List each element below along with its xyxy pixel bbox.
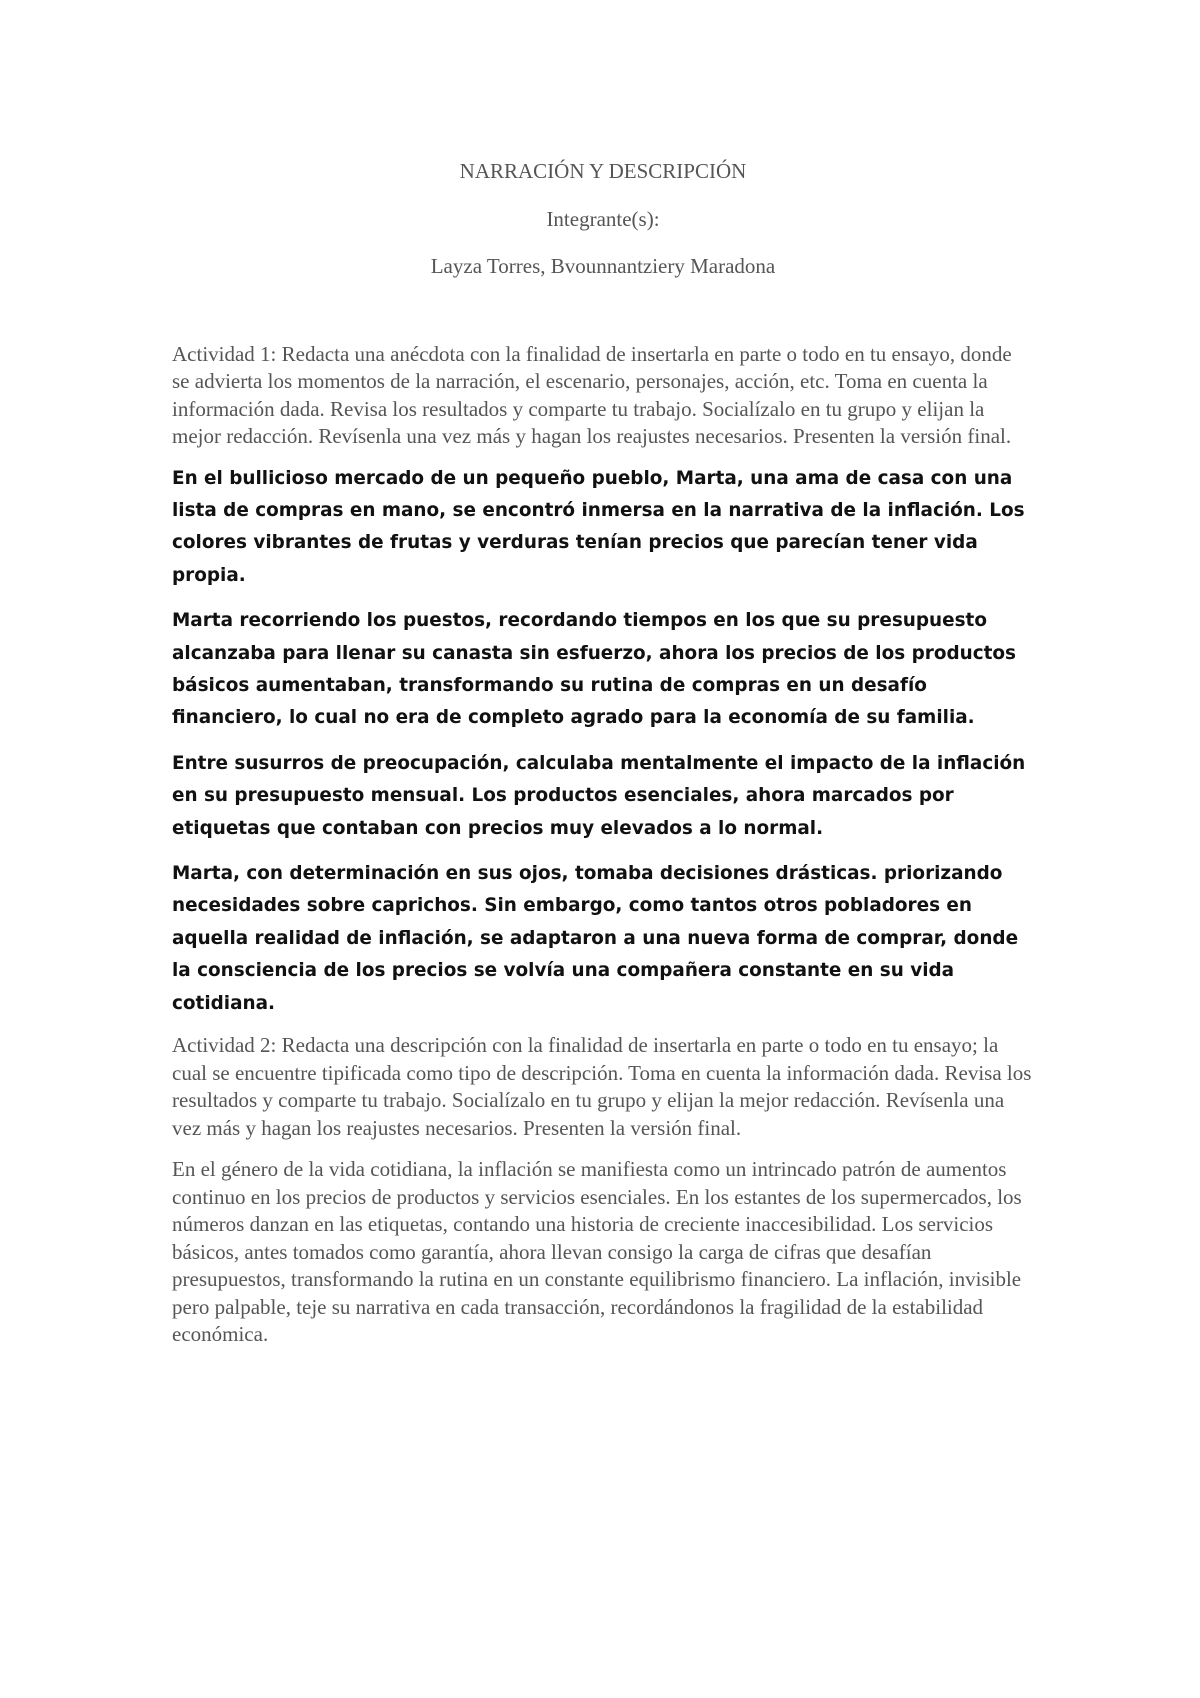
members-label: Integrante(s): bbox=[546, 206, 660, 231]
document-title: NARRACIÓN Y DESCRIPCIÓN bbox=[459, 159, 747, 183]
story-paragraph: En el bullicioso mercado de un pequeño pueblo, Marta, una ama de casa con una lista de compras en mano, se encontró inmersa en la narrativa de la inflación. Los colores vibrantes de frutas y verduras tenían precios que parecían tener vida propia. bbox=[172, 467, 1025, 586]
story-paragraph: Marta recorriendo los puestos, recordando tiempos en los que su presupuesto alcanzaba para llenar su canasta sin esfuerzo, ahora los precios de los productos básicos aumentaban, transformando su rutina de compras en un desafío financiero, lo cual no era de completo agrado para la economía de su familia. bbox=[172, 610, 1016, 729]
activity-1-prompt: Actividad 1: Redacta una anécdota con la finalidad de insertarla en parte o todo en tu ensayo, donde se advierta los momentos de la narración, el escenario, personajes, acción, etc. Toma en cuenta la información dada. Revisa los resultados y comparte tu trabajo. Socialízalo en tu grupo y elijan la mejor redacción. Revísenla una vez más y hagan los reajustes necesarios. Presenten la versión final. bbox=[172, 341, 1012, 448]
document-body bbox=[172, 158, 1034, 1370]
members-names: Layza Torres, Bvounnantziery Maradona bbox=[430, 254, 776, 278]
activity-2-prompt: Actividad 2: Redacta una descripción con la finalidad de insertarla en parte o todo en tu ensayo; la cual se encuentre tipificada como tipo de descripción. Toma en cuenta la información dada. Revisa los resultados y comparte tu trabajo. Socialízalo en tu grupo y elijan la mejor redacción. Revísenla una vez más y hagan los reajustes necesarios. Presenten la versión final. bbox=[172, 1033, 1032, 1140]
story-paragraph: Entre susurros de preocupación, calculaba mentalmente el impacto de la inflación en su presupuesto mensual. Los productos esenciales, ahora marcados por etiquetas que contaban con precios muy elevados a lo normal. bbox=[172, 752, 1026, 839]
story-paragraph: Marta, con determinación en sus ojos, tomaba decisiones drásticas. priorizando necesidades sobre caprichos. Sin embargo, como tantos otros pobladores en aquella realidad de inflación, se adaptaron a una nueva forma de comprar, donde la consciencia de los precios se volvía una compañera constante en su vida cotidiana. bbox=[172, 862, 1019, 1014]
description-paragraph: En el género de la vida cotidiana, la inflación se manifiesta como un intrincado patrón de aumentos continuo en los precios de productos y servicios esenciales. En los estantes de los supermercados, los números danzan en las etiquetas, contando una historia de creciente inaccesibilidad. Los servicios básicos, antes tomados como garantía, ahora llevan consigo la carga de cifras que desafían presupuestos, transformando la rutina en un constante equilibrismo financiero. La inflación, invisible pero palpable, teje su narrativa en cada transacción, recordándonos la fragilidad de la estabilidad económica. bbox=[172, 1157, 1022, 1346]
